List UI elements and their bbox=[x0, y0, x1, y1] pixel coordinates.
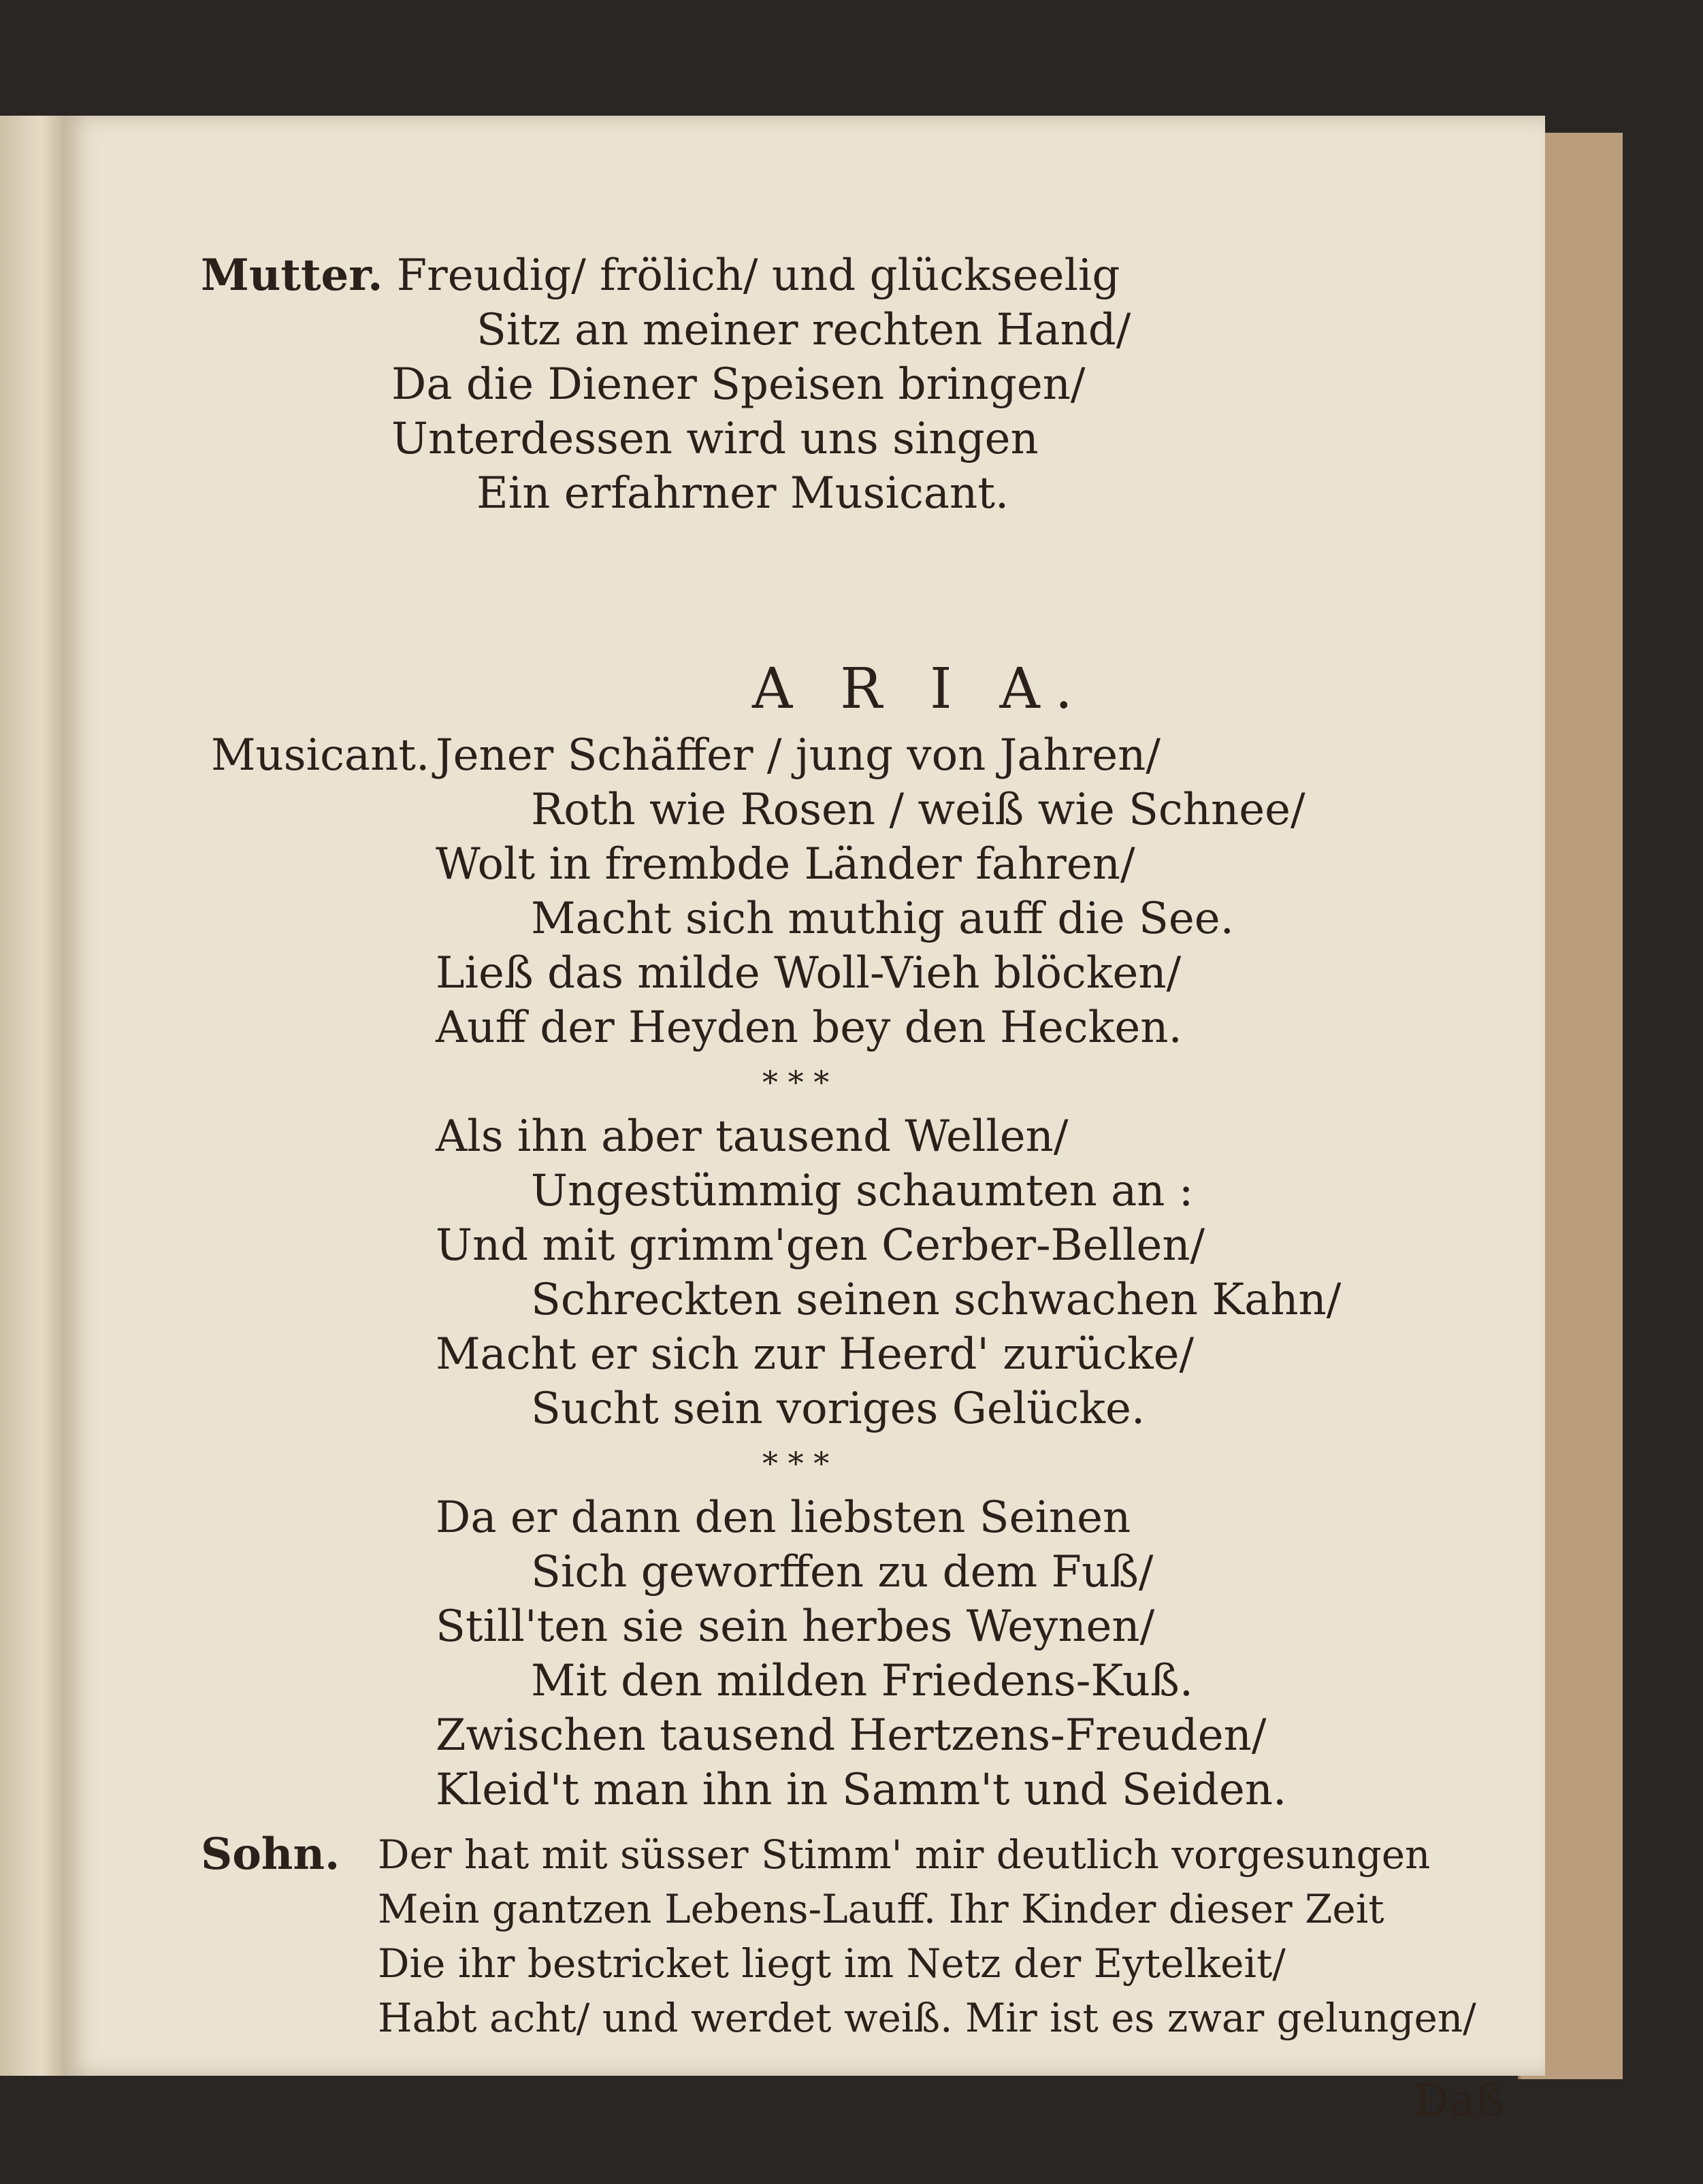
verse-line: Der hat mit süsser Stimm' mir deutlich vorgesungen bbox=[378, 1831, 1431, 1878]
verse-line: Ein erfahrner Musicant. bbox=[476, 468, 1009, 519]
aria-heading: A R I A. bbox=[752, 657, 1088, 721]
stanza-line: Da er dann den liebsten Seinen bbox=[436, 1493, 1131, 1543]
stanza-line: Auff der Heyden bey den Hecken. bbox=[436, 1003, 1182, 1053]
speaker-sohn-label: Sohn. bbox=[201, 1829, 340, 1880]
stanza-line: Ungestümmig schaumten an : bbox=[531, 1166, 1194, 1216]
stanza-line: Schreckten seinen schwachen Kahn/ bbox=[531, 1275, 1342, 1325]
stanza-line: Zwischen tausend Hertzens-Freuden/ bbox=[436, 1710, 1267, 1761]
verse-line: Die ihr bestricket liegt im Netz der Eytelkeit/ bbox=[378, 1940, 1286, 1987]
stanza-line: Und mit grimm'gen Cerber-Bellen/ bbox=[436, 1220, 1205, 1271]
verse-line: Freudig/ frölich/ und glückseelig bbox=[396, 250, 1120, 301]
verse-line: Da die Diener Speisen bringen/ bbox=[391, 359, 1086, 410]
stanza-line: Roth wie Rosen / weiß wie Schnee/ bbox=[531, 785, 1305, 835]
stanza-separator: * * * bbox=[762, 1445, 830, 1482]
stanza-line: Ließ das milde Woll-Vieh blöcken/ bbox=[436, 948, 1182, 998]
stanza-line: Macht er sich zur Heerd' zurücke/ bbox=[436, 1329, 1195, 1380]
stanza-line: Sucht sein voriges Gelücke. bbox=[531, 1384, 1146, 1434]
stanza-line: Still'ten sie sein herbes Weynen/ bbox=[436, 1601, 1155, 1652]
catchword: Daß bbox=[1414, 2076, 1504, 2126]
verse-mutter bbox=[201, 248, 1131, 521]
verse-line: Unterdessen wird uns singen bbox=[391, 414, 1039, 464]
speaker-musicant: Musicant. bbox=[211, 730, 430, 781]
speaker-mutter: Mutter. bbox=[201, 250, 383, 301]
aria-stanzas bbox=[436, 728, 1341, 1817]
verse-line: Mein gantzen Lebens-Lauff. Ihr Kinder dieser Zeit bbox=[378, 1886, 1384, 1932]
stanza-line: Jener Schäffer / jung von Jahren/ bbox=[436, 730, 1161, 781]
verse-sohn bbox=[378, 1827, 1476, 2045]
book-page bbox=[65, 116, 1545, 2126]
left-page-edge bbox=[0, 116, 68, 2076]
stanza-line: Kleid't man ihn in Samm't und Seiden. bbox=[436, 1765, 1287, 1815]
stanza-line: Sich geworffen zu dem Fuß/ bbox=[531, 1547, 1154, 1597]
stanza-line: Macht sich muthig auff die See. bbox=[531, 894, 1234, 944]
stanza-line: Mit den milden Friedens-Kuß. bbox=[531, 1656, 1194, 1706]
verse-line: Sitz an meiner rechten Hand/ bbox=[476, 305, 1131, 355]
stanza-line: Als ihn aber tausend Wellen/ bbox=[436, 1111, 1069, 1162]
speaker-sohn bbox=[201, 1827, 340, 1882]
stanza-separator: * * * bbox=[762, 1064, 830, 1101]
stanza-line: Wolt in frembde Länder fahren/ bbox=[436, 839, 1135, 890]
verse-line: Habt acht/ und werdet weiß. Mir ist es zwar gelungen/ bbox=[378, 1995, 1476, 2041]
